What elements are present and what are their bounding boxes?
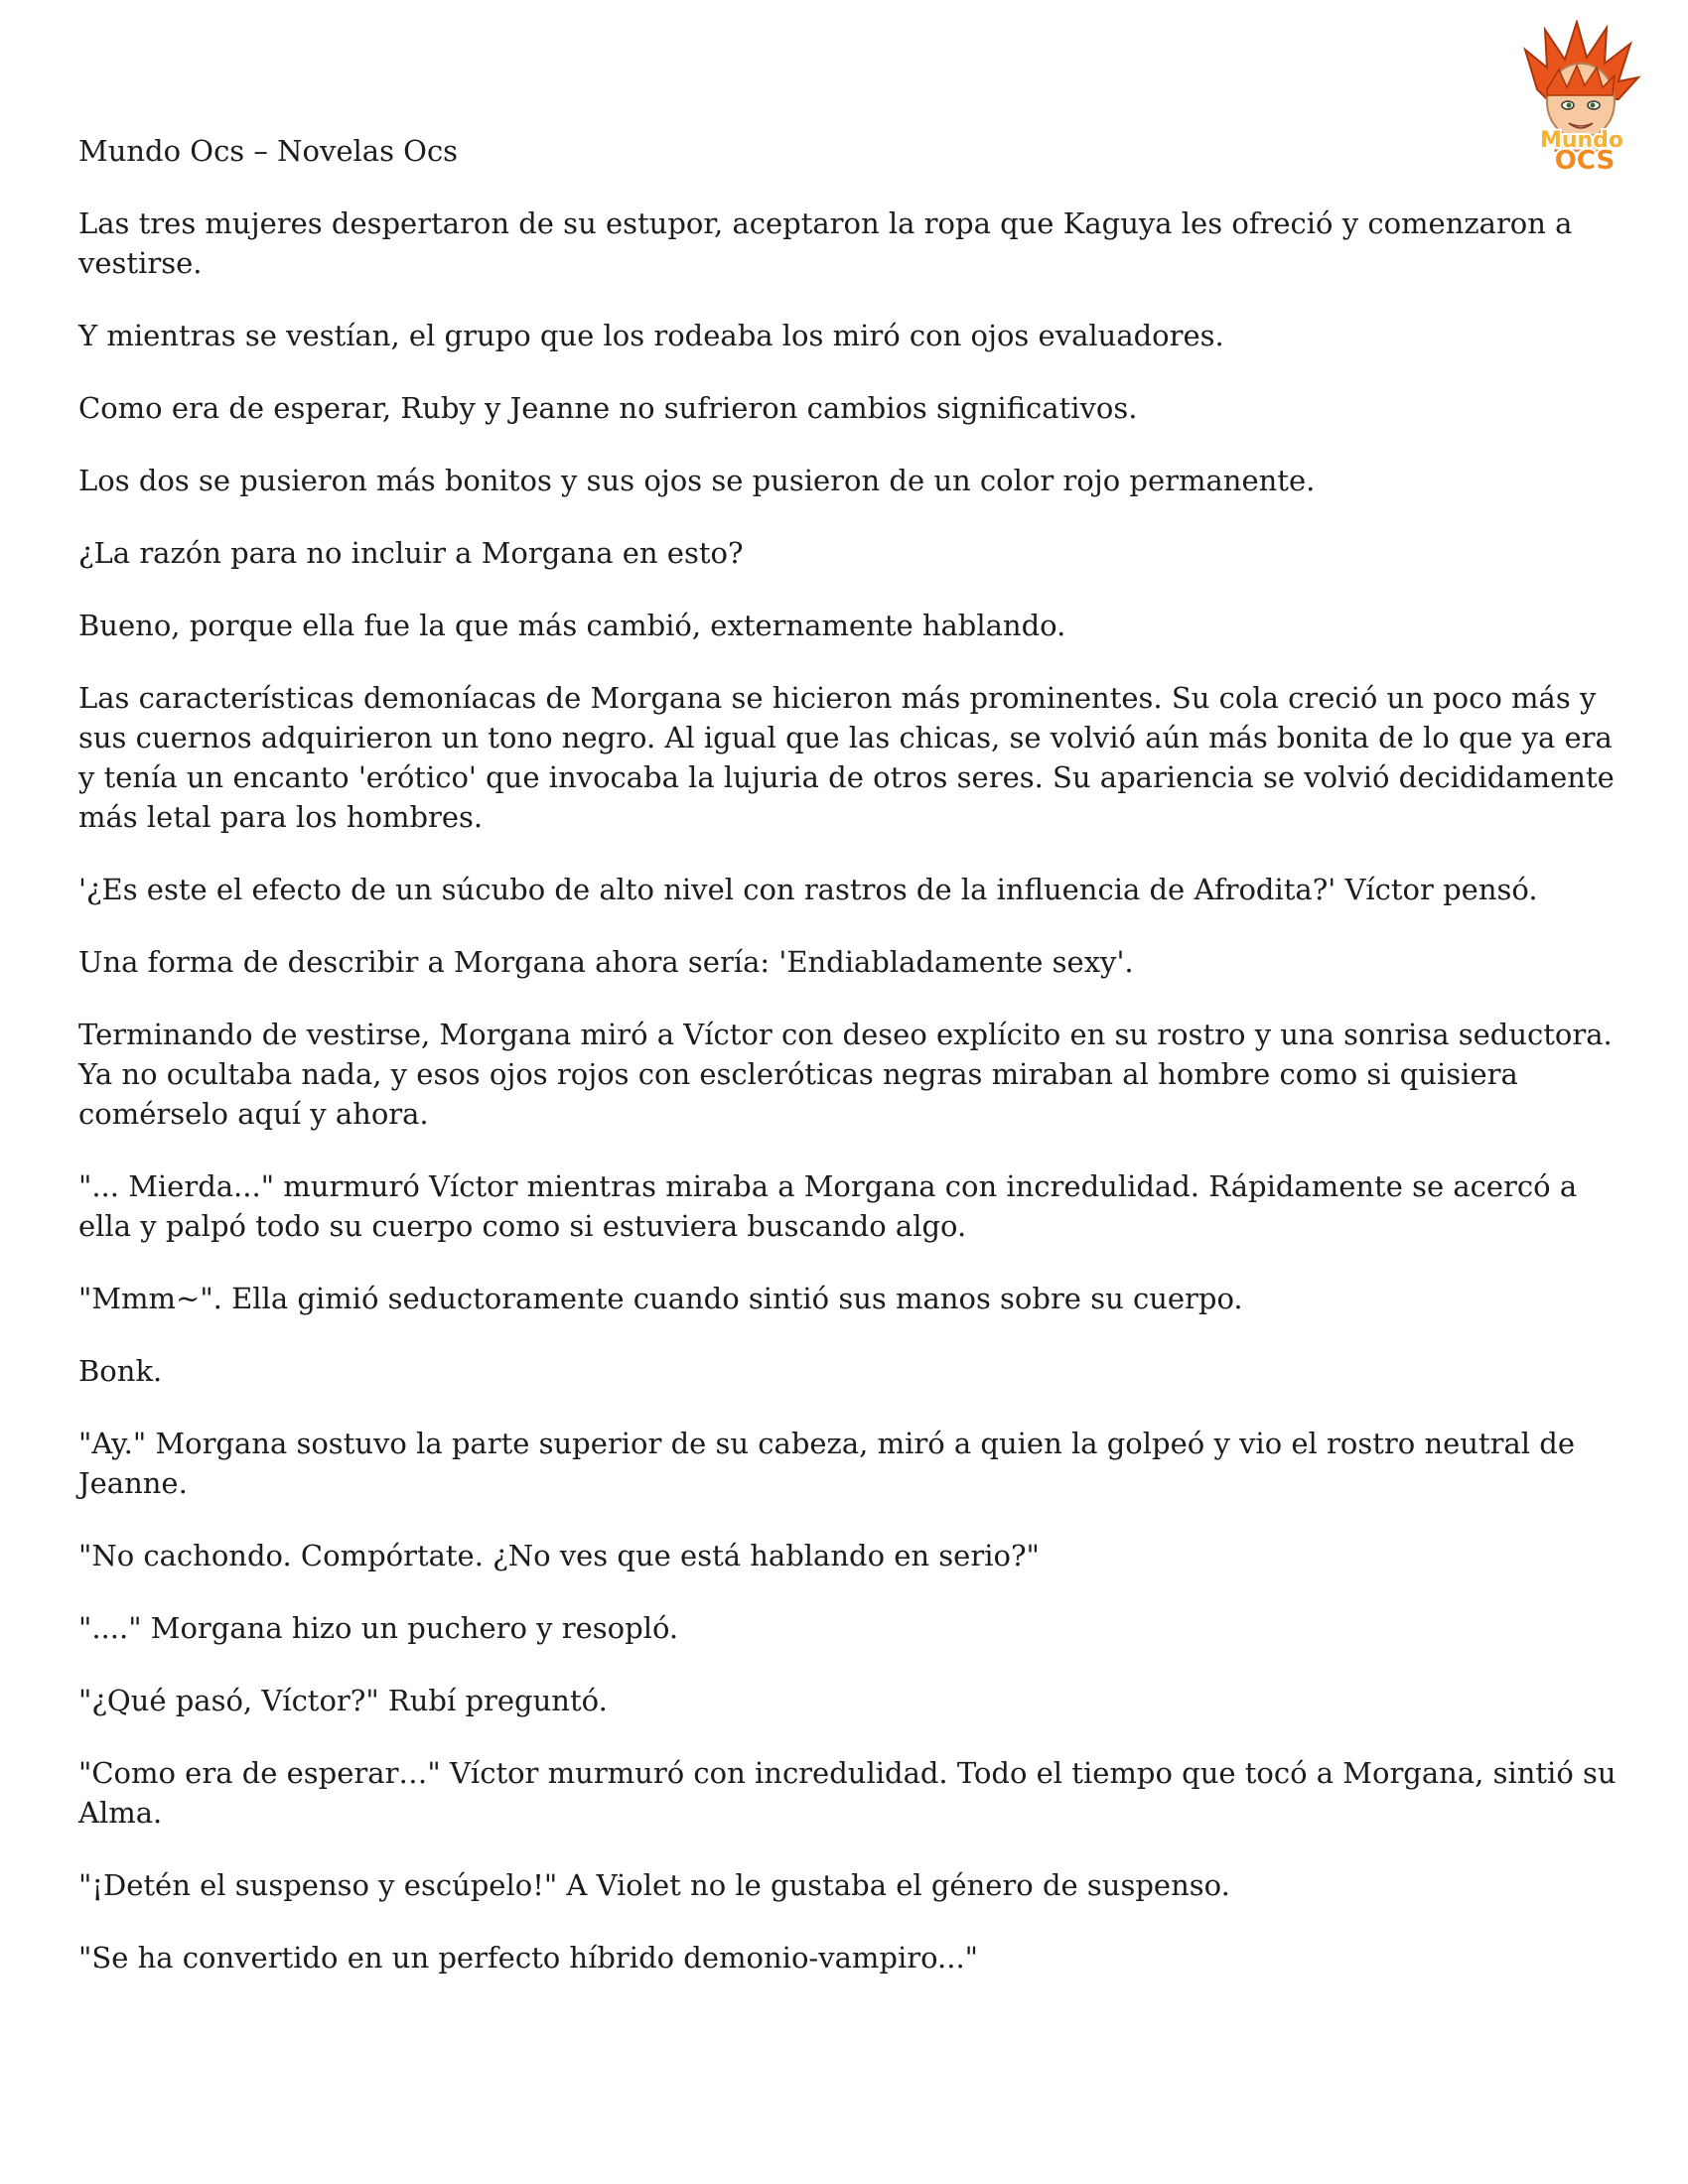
paragraph: "No cachondo. Compórtate. ¿No ves que está hablando en serio?" <box>78 1539 1040 1572</box>
paragraph: Las tres mujeres despertaron de su estupor, aceptaron la ropa que Kaguya les ofreció y comenzaron a vestirse. <box>78 206 1573 280</box>
paragraph: Las características demoníacas de Morgana se hicieron más prominentes. Su cola creció un poco más y sus cuernos adquirieron un tono negro. Al igual que las chicas, se volvió aún más bonita de lo que ya era y tenía un encanto 'erótico' que invocaba la lujuria de otros seres. Su apariencia se volvió decididamente más letal para los hombres. <box>78 681 1615 834</box>
mundo-ocs-logo <box>1507 20 1656 174</box>
logo-word-2: OCS <box>1554 146 1616 174</box>
paragraph: "... Mierda..." murmuró Víctor mientras miraba a Morgana con incredulidad. Rápidamente se acercó a ella y palpó todo su cuerpo como si estuviera buscando algo. <box>78 1169 1578 1243</box>
logo-graphic <box>1507 20 1656 174</box>
paragraph: "Se ha convertido en un perfecto híbrido demonio-vampiro..." <box>78 1941 979 1975</box>
paragraph: "...." Morgana hizo un puchero y resopló. <box>78 1611 679 1645</box>
paragraph: Y mientras se vestían, el grupo que los rodeaba los miró con ojos evaluadores. <box>78 319 1224 352</box>
paragraph: '¿Es este el efecto de un súcubo de alto nivel con rastros de la influencia de Afrodita?' Víctor pensó. <box>78 873 1538 906</box>
paragraph: Los dos se pusieron más bonitos y sus ojos se pusieron de un color rojo permanente. <box>78 464 1316 497</box>
document-header: Mundo Ocs – Novelas Ocs <box>78 134 459 168</box>
paragraph: ¿La razón para no incluir a Morgana en esto? <box>78 536 744 570</box>
paragraph: "Mmm~". Ella gimió seductoramente cuando sintió sus manos sobre su cuerpo. <box>78 1282 1243 1315</box>
paragraph: "Ay." Morgana sostuvo la parte superior de su cabeza, miró a quien la golpeó y vio el rostro neutral de Jeanne. <box>78 1427 1575 1500</box>
paragraph: "¡Detén el suspenso y escúpelo!" A Violet no le gustaba el género de suspenso. <box>78 1868 1230 1902</box>
paragraph: "Como era de esperar…" Víctor murmuró con incredulidad. Todo el tiempo que tocó a Morgana, sintió su Alma. <box>78 1756 1617 1830</box>
paragraph: Terminando de vestirse, Morgana miró a Víctor con deseo explícito en su rostro y una sonrisa seductora. Ya no ocultaba nada, y esos ojos rojos con escleróticas negras miraban al hombre como si quisiera comérselo aquí y ahora. <box>78 1018 1613 1131</box>
logo-word-1: Mundo <box>1539 128 1624 153</box>
paragraph: Bonk. <box>78 1354 163 1388</box>
logo-text <box>1540 128 1623 174</box>
paragraph: Bueno, porque ella fue la que más cambió, externamente hablando. <box>78 609 1066 642</box>
paragraph: Como era de esperar, Ruby y Jeanne no sufrieron cambios significativos. <box>78 391 1138 425</box>
paragraph: Una forma de describir a Morgana ahora sería: 'Endiabladamente sexy'. <box>78 945 1134 979</box>
paragraph: "¿Qué pasó, Víctor?" Rubí preguntó. <box>78 1684 608 1717</box>
document-body <box>78 204 1627 2010</box>
